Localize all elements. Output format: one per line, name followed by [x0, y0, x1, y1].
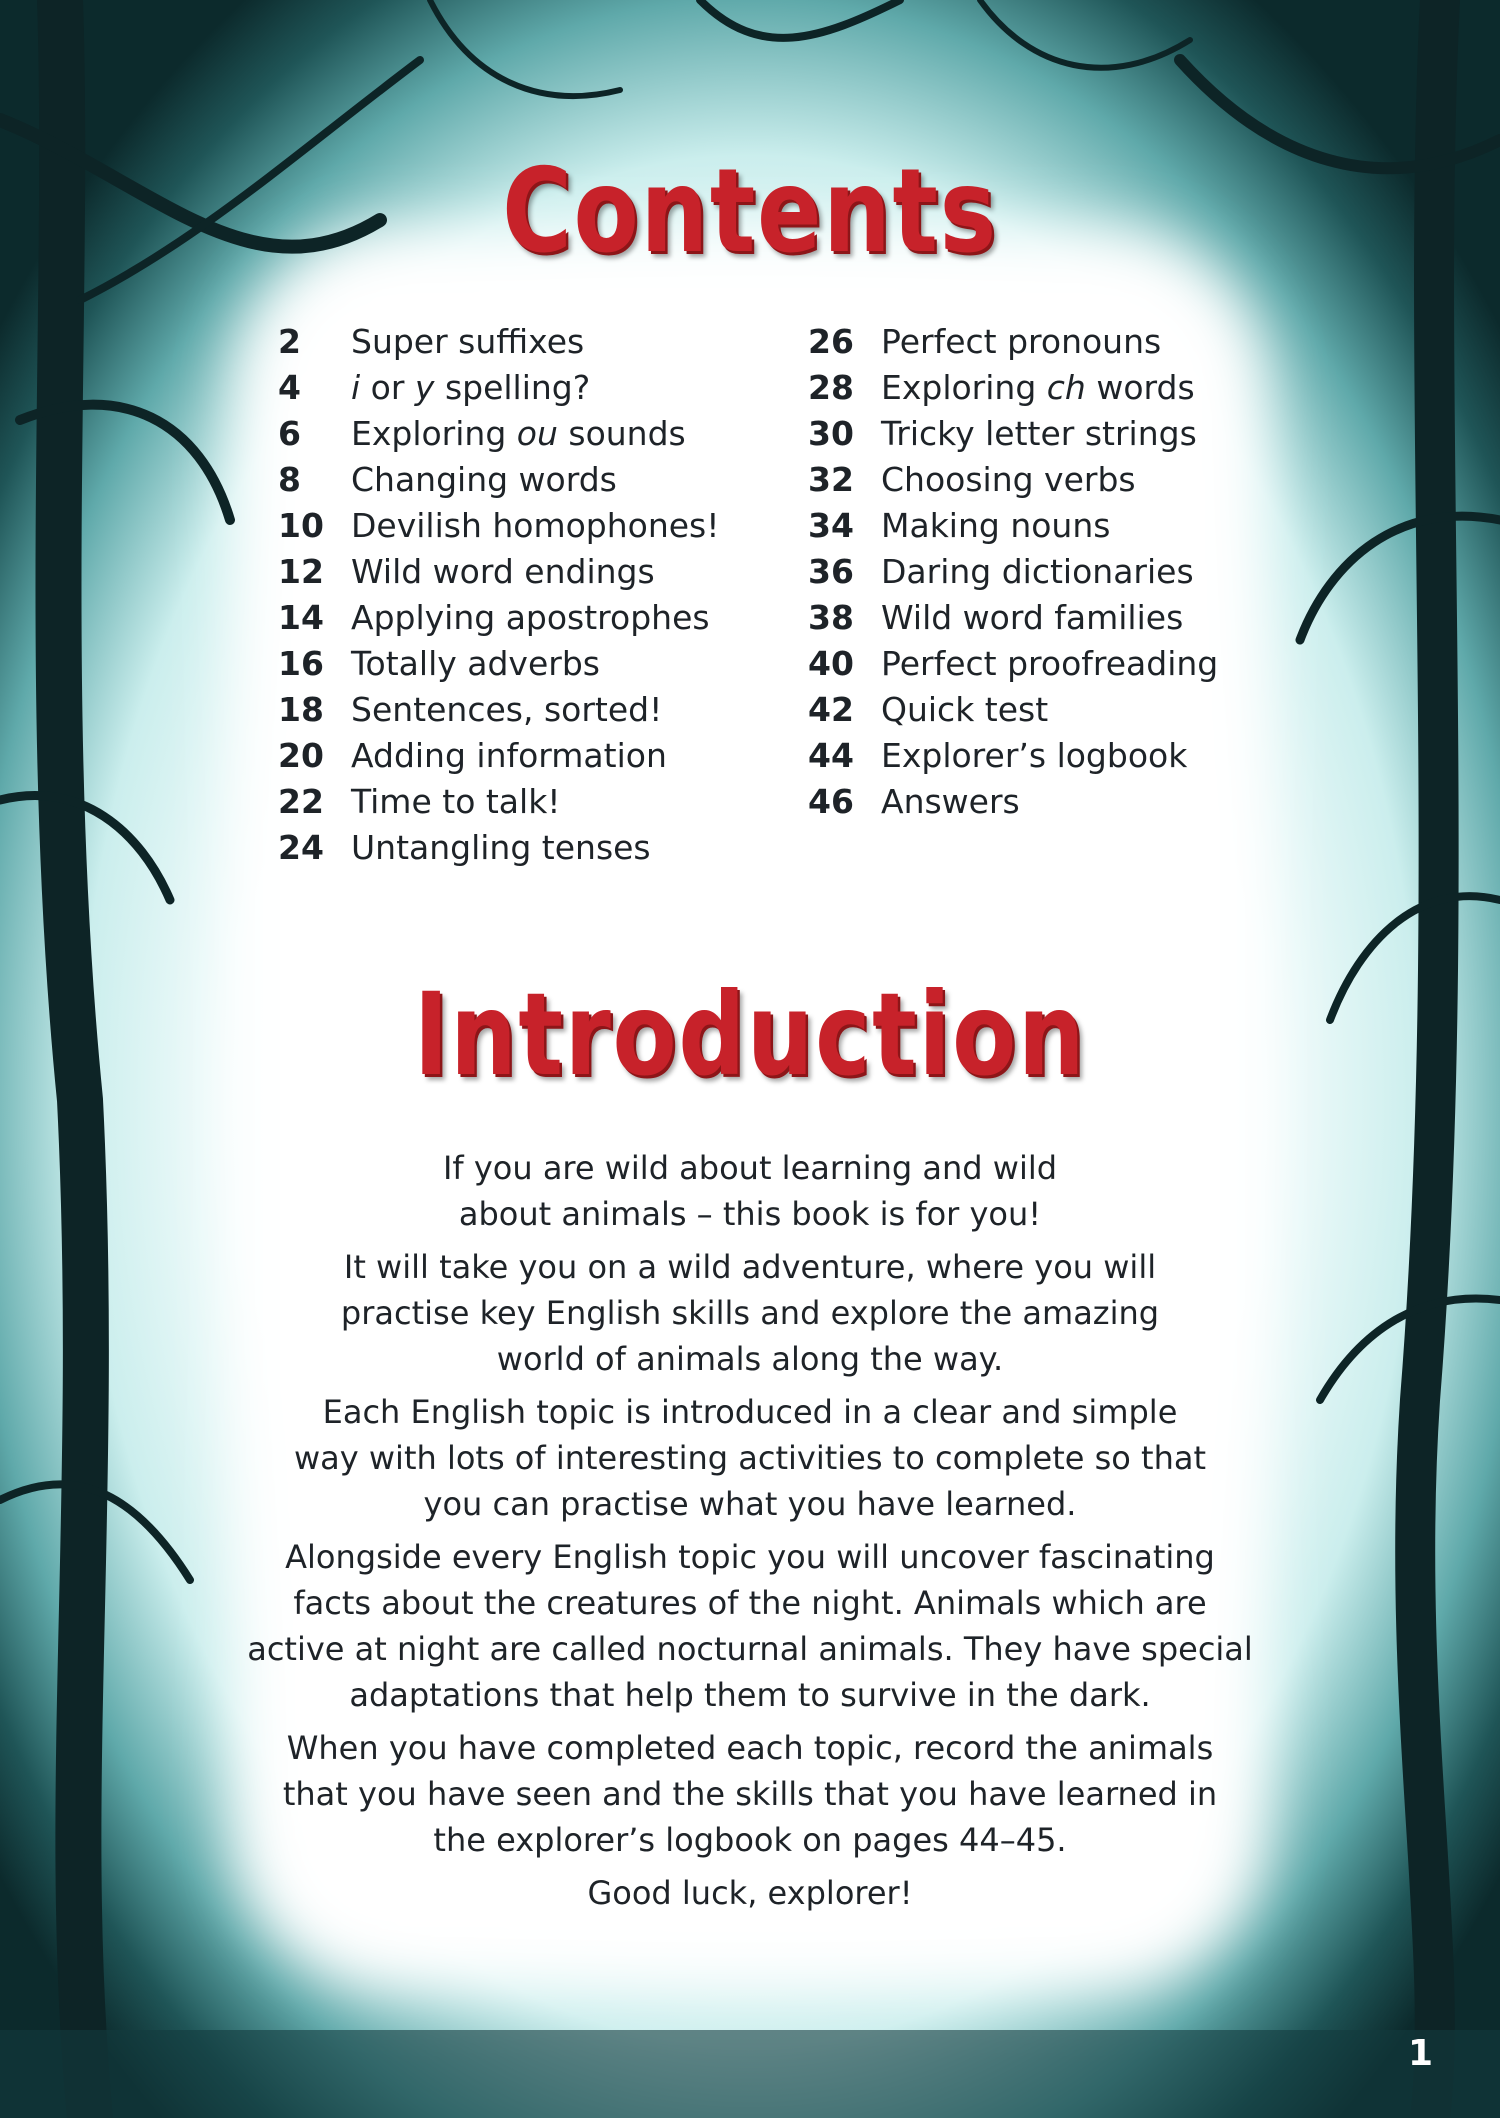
introduction-paragraph: [200, 1534, 1300, 1718]
contents-page-number: 16: [278, 643, 324, 683]
contents-topic: Untangling tenses: [351, 827, 651, 867]
contents-entry: [278, 318, 719, 364]
introduction-body: [200, 1145, 1300, 1923]
contents-page-number: 38: [808, 597, 854, 637]
contents-page-number: 24: [278, 827, 324, 867]
introduction-line: It will take you on a wild adventure, where you will: [343, 1248, 1157, 1286]
contents-topic: Quick test: [881, 689, 1049, 729]
contents-list-right: [808, 318, 1218, 824]
contents-page-number: 40: [808, 643, 854, 683]
contents-topic: Adding information: [351, 735, 667, 775]
contents-entry: [808, 502, 1218, 548]
contents-topic: Tricky letter strings: [881, 413, 1197, 453]
contents-title: Contents: [502, 144, 998, 279]
contents-page-number: 32: [808, 459, 854, 499]
introduction-line: When you have completed each topic, record the animals: [286, 1729, 1214, 1767]
contents-page-number: 8: [278, 459, 301, 499]
contents-topic: Time to talk!: [351, 781, 561, 821]
contents-topic: Exploring ch words: [881, 367, 1195, 407]
contents-entry: [278, 640, 719, 686]
contents-entry: [278, 594, 719, 640]
contents-entry: [278, 778, 719, 824]
contents-topic: Devilish homophones!: [351, 505, 720, 545]
contents-page-number: 4: [278, 367, 301, 407]
contents-topic: Totally adverbs: [351, 643, 600, 683]
contents-page-number: 36: [808, 551, 854, 591]
contents-page-number: 28: [808, 367, 854, 407]
contents-entry: [278, 824, 719, 870]
contents-page-number: 20: [278, 735, 324, 775]
contents-entry: [808, 640, 1218, 686]
contents-entry: [278, 686, 719, 732]
contents-topic: Applying apostrophes: [351, 597, 710, 637]
contents-entry: [278, 502, 719, 548]
contents-topic: Choosing verbs: [881, 459, 1136, 499]
contents-entry: [808, 686, 1218, 732]
introduction-line: the explorer’s logbook on pages 44–45.: [433, 1821, 1067, 1859]
contents-topic: Changing words: [351, 459, 617, 499]
contents-page-number: 18: [278, 689, 324, 729]
introduction-line: world of animals along the way.: [496, 1340, 1004, 1378]
contents-page-number: 6: [278, 413, 301, 453]
contents-entry: [808, 548, 1218, 594]
contents-entry: [278, 732, 719, 778]
contents-page-number: 10: [278, 505, 324, 545]
contents-page-number: 44: [808, 735, 854, 775]
contents-entry: [808, 318, 1218, 364]
introduction-line: facts about the creatures of the night. Animals which are: [293, 1584, 1207, 1622]
contents-topic: Daring dictionaries: [881, 551, 1194, 591]
contents-page-number: 2: [278, 321, 301, 361]
introduction-line: that you have seen and the skills that you have learned in: [282, 1775, 1218, 1813]
introduction-line: about animals – this book is for you!: [458, 1195, 1042, 1233]
contents-topic: i or y spelling?: [351, 367, 591, 407]
contents-entry: [808, 732, 1218, 778]
contents-topic: Perfect proofreading: [881, 643, 1219, 683]
contents-entry: [278, 410, 719, 456]
contents-page-number: 22: [278, 781, 324, 821]
introduction-line: Each English topic is introduced in a clear and simple: [322, 1393, 1178, 1431]
contents-topic: Making nouns: [881, 505, 1111, 545]
contents-entry: [808, 456, 1218, 502]
contents-topic: Wild word families: [881, 597, 1184, 637]
introduction-paragraph: [200, 1389, 1300, 1527]
introduction-line: Alongside every English topic you will uncover fascinating: [285, 1538, 1215, 1576]
contents-entry: [808, 594, 1218, 640]
contents-topic: Perfect pronouns: [881, 321, 1162, 361]
contents-topic: Super suffixes: [351, 321, 585, 361]
contents-page-number: 26: [808, 321, 854, 361]
contents-page-number: 14: [278, 597, 324, 637]
contents-page-number: 30: [808, 413, 854, 453]
contents-topic: Explorer’s logbook: [881, 735, 1188, 775]
introduction-paragraph: [200, 1145, 1300, 1237]
contents-page-number: 42: [808, 689, 854, 729]
page-number: 1: [1408, 2033, 1434, 2074]
introduction-line: you can practise what you have learned.: [423, 1485, 1077, 1523]
contents-page-number: 46: [808, 781, 854, 821]
introduction-line: way with lots of interesting activities to complete so that: [293, 1439, 1207, 1477]
contents-entry: [278, 548, 719, 594]
contents-topic: Answers: [881, 781, 1020, 821]
contents-topic: Exploring ou sounds: [351, 413, 686, 453]
introduction-paragraph: [200, 1870, 1300, 1916]
introduction-line: active at night are called nocturnal animals. They have special: [247, 1630, 1253, 1668]
introduction-line: adaptations that help them to survive in the dark.: [349, 1676, 1151, 1714]
introduction-line: If you are wild about learning and wild: [442, 1149, 1058, 1187]
contents-entry: [278, 456, 719, 502]
introduction-paragraph: [200, 1244, 1300, 1382]
contents-entry: [278, 364, 719, 410]
contents-list-left: [278, 318, 719, 870]
introduction-title: Introduction: [413, 968, 1087, 1101]
contents-page-number: 12: [278, 551, 324, 591]
contents-topic: Sentences, sorted!: [351, 689, 663, 729]
contents-entry: [808, 364, 1218, 410]
contents-topic: Wild word endings: [351, 551, 655, 591]
introduction-line: practise key English skills and explore the amazing: [340, 1294, 1160, 1332]
introduction-paragraph: [200, 1725, 1300, 1863]
contents-page-number: 34: [808, 505, 854, 545]
introduction-line: Good luck, explorer!: [587, 1874, 913, 1912]
contents-entry: [808, 410, 1218, 456]
contents-entry: [808, 778, 1218, 824]
